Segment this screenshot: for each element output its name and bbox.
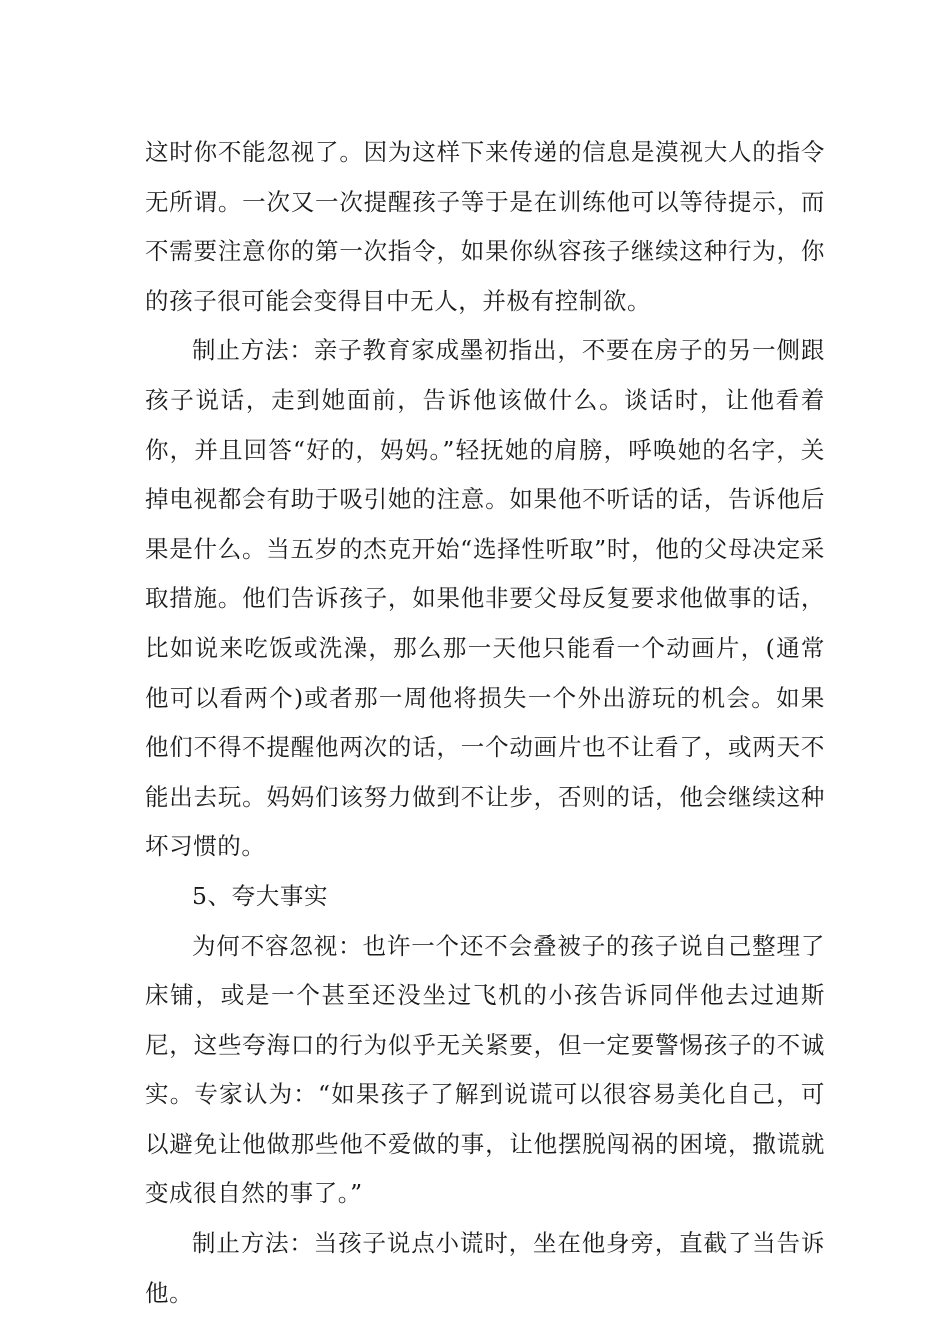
- paragraph-why-not-ignore: 为何不容忽视：也许一个还不会叠被子的孩子说自己整理了床铺，或是一个甚至还没坐过飞机的小孩告诉同伴他去过迪斯尼，这些夸海口的行为似乎无关紧要，但一定要警惕孩子的不诚实。专家认为：“如果孩子了解到说谎可以很容易美化自己，可以避免让他做那些他不爱做的事，让他摆脱闯祸的困境，撒谎就变成很自然的事了。”: [145, 931, 825, 1208]
- paragraph-prevention-method-2: 制止方法：当孩子说点小谎时，坐在他身旁，直截了当告诉他。: [145, 1229, 825, 1307]
- paragraph-continuation: 这时你不能忽视了。因为这样下来传递的信息是漠视大人的指令无所谓。一次又一次提醒孩子等于是在训练他可以等待提示，而不需要注意你的第一次指令，如果你纵容孩子继续这种行为，你的孩子很可能会变得目中无人，并极有控制欲。: [145, 138, 825, 315]
- paragraph-prevention-method-1: 制止方法：亲子教育家成墨初指出，不要在房子的另一侧跟孩子说话，走到她面前，告诉他该做什么。谈话时，让他看着你，并且回答“好的，妈妈。”轻抚她的肩膀，呼唤她的名字，关掉电视都会有助于吸引她的注意。如果他不听话的话，告诉他后果是什么。当五岁的杰克开始“选择性听取”时，他的父母决定采取措施。他们告诉孩子，如果他非要父母反复要求他做事的话，比如说来吃饭或洗澡，那么那一天他只能看一个动画片，(通常他可以看两个)或者那一周他将损失一个外出游玩的机会。如果他们不得不提醒他两次的话，一个动画片也不让看了，或两天不能出去玩。妈妈们该努力做到不让步，否则的话，他会继续这种坏习惯的。: [145, 336, 825, 861]
- section-heading-exaggeration: 5、夸大事实: [192, 881, 329, 910]
- document-body: [145, 128, 825, 1318]
